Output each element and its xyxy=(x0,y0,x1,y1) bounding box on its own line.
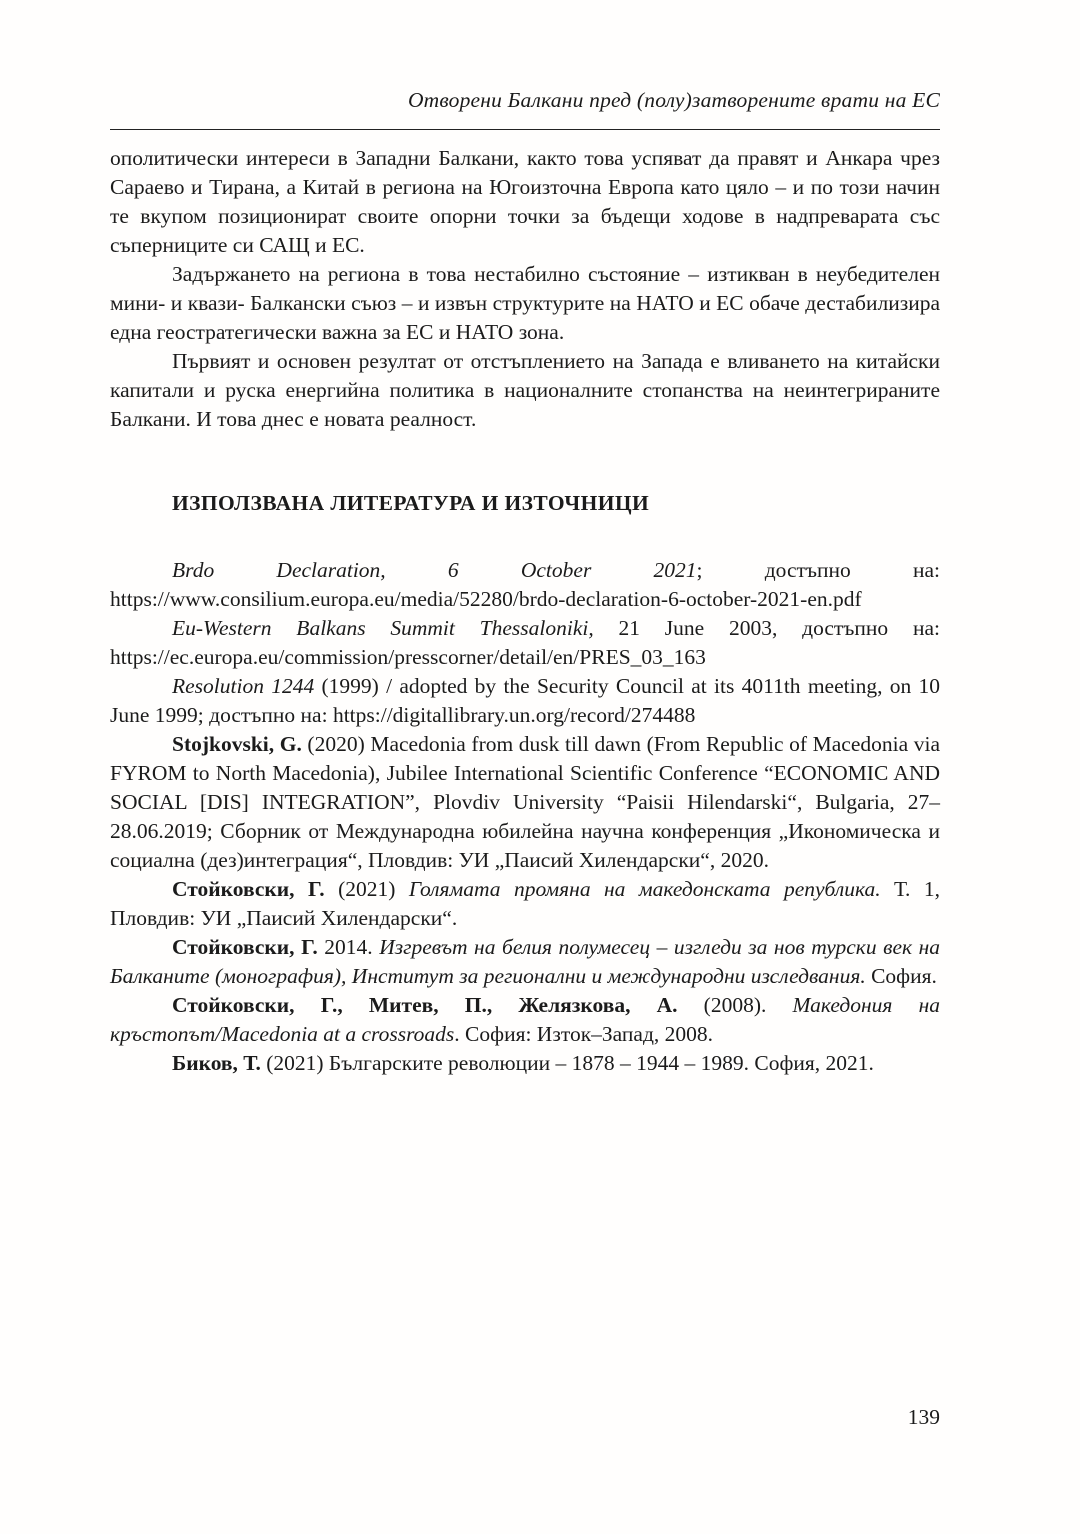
bib-entry-title: Brdo Declaration, 6 October 2021 xyxy=(172,558,697,582)
bib-entry-text: 2014. xyxy=(317,935,380,959)
bib-entry-text: (2008). xyxy=(677,993,793,1017)
page-content xyxy=(110,144,940,1078)
bib-entry-author: Стойковски, Г. xyxy=(172,935,318,959)
bib-entry-title: Голямата промяна на македонската република. xyxy=(408,877,881,901)
bib-entry-text: . София: Изток–Запад, 2008. xyxy=(454,1022,714,1046)
bib-entry-title: Изгревът на белия полумесец – изгледи за нов турски век на Балканите (монография), Институт за регионални и международни изследвания. xyxy=(110,935,940,988)
bib-entry-text: ; достъпно на: https://www.consilium.europa.eu/media/52280/brdo-declaration-6-october-2021-en.pdf xyxy=(110,558,940,611)
bib-entry-text: (1999) / adopted by the Security Council at its 4011th meeting, on 10 June 1999; достъпно на: https://digitallibrary.un.org/record/274488 xyxy=(110,674,940,727)
bib-entry-text: (2021) Българските революции – 1878 – 1944 – 1989. София, 2021. xyxy=(260,1051,874,1075)
bibliography-entry xyxy=(110,614,940,672)
page-number: 139 xyxy=(907,1405,940,1429)
running-header-title: Отворени Балкани пред (полу)затворените врати на ЕС xyxy=(407,88,940,112)
section-heading: ИЗПОЛЗВАНА ЛИТЕРАТУРА И ИЗТОЧНИЦИ xyxy=(172,491,650,515)
bib-entry-title: Resolution 1244 xyxy=(172,674,315,698)
bib-entry-text: София. xyxy=(865,964,937,988)
bib-entry-text: 21 June 2003, достъпно на: https://ec.europa.eu/commission/presscorner/detail/en/PRES_03_163 xyxy=(110,616,940,669)
running-header xyxy=(110,86,940,114)
body-paragraph: Задържането на региона в това нестабилно състояние – изтикван в неубедителен мини- и квази- Балкански съюз – и извън структурите на НАТО и ЕС обаче дестабилизира една геостратегически важна за ЕС и НАТО зона. xyxy=(110,262,940,344)
bibliography-entry xyxy=(110,556,940,614)
header-rule xyxy=(110,129,940,130)
bibliography-entry xyxy=(110,933,940,991)
bib-entry-author: Стойковски, Г. xyxy=(172,877,325,901)
bib-entry-text: (2020) Macedonia from dusk till dawn (From Republic of Macedonia via FYROM to North Macedonia), Jubilee International Scientific Conference “ECONOMIC AND SOCIAL [DIS] INTEGRATION”, Plovdiv University “Paisii Hilendarski“, Bulgaria, 27–28.06.2019; Сборник от Международна юбилейна научна конференция „Икономическа и социална (дез)интеграция“, Пловдив: УИ „Паисий Хилендарски“, 2020. xyxy=(110,732,940,872)
bib-entry-author: Stojkovski, G. xyxy=(172,732,302,756)
bibliography-entry xyxy=(110,875,940,933)
bibliography-entry xyxy=(110,730,940,875)
body-paragraph: ополитически интереси в Западни Балкани, както това успяват да правят и Анкара чрез Сараево и Тирана, а Китай в региона на Югоизточна Европа като цяло – и по този начин те вкупом позиционират своите опорни точки за бъдещи ходове в надпреварата със съперниците си САЩ и ЕС. xyxy=(110,146,940,257)
bib-entry-title: Eu-Western Balkans Summit Thessaloniki, xyxy=(172,616,594,640)
bib-entry-text: Т. 1, Пловдив: УИ „Паисий Хилендарски“. xyxy=(110,877,940,930)
bibliography-entry xyxy=(110,672,940,730)
bibliography-list xyxy=(110,556,940,1078)
bibliography-entry xyxy=(110,991,940,1049)
bibliography-entry xyxy=(110,1049,940,1078)
bib-entry-title: Македония на кръстопът/Macedonia at a crossroads xyxy=(110,993,940,1046)
bib-entry-author: Биков, Т. xyxy=(172,1051,261,1075)
bib-entry-author: Стойковски, Г., Митев, П., Желязкова, А. xyxy=(172,993,678,1017)
body-paragraph: Първият и основен резултат от отстъплението на Запада е вливането на китайски капитали и руска енергийна политика в националните стопанства на неинтегрираните Балкани. И това днес е новата реалност. xyxy=(110,349,940,431)
bib-entry-text: (2021) xyxy=(324,877,409,901)
